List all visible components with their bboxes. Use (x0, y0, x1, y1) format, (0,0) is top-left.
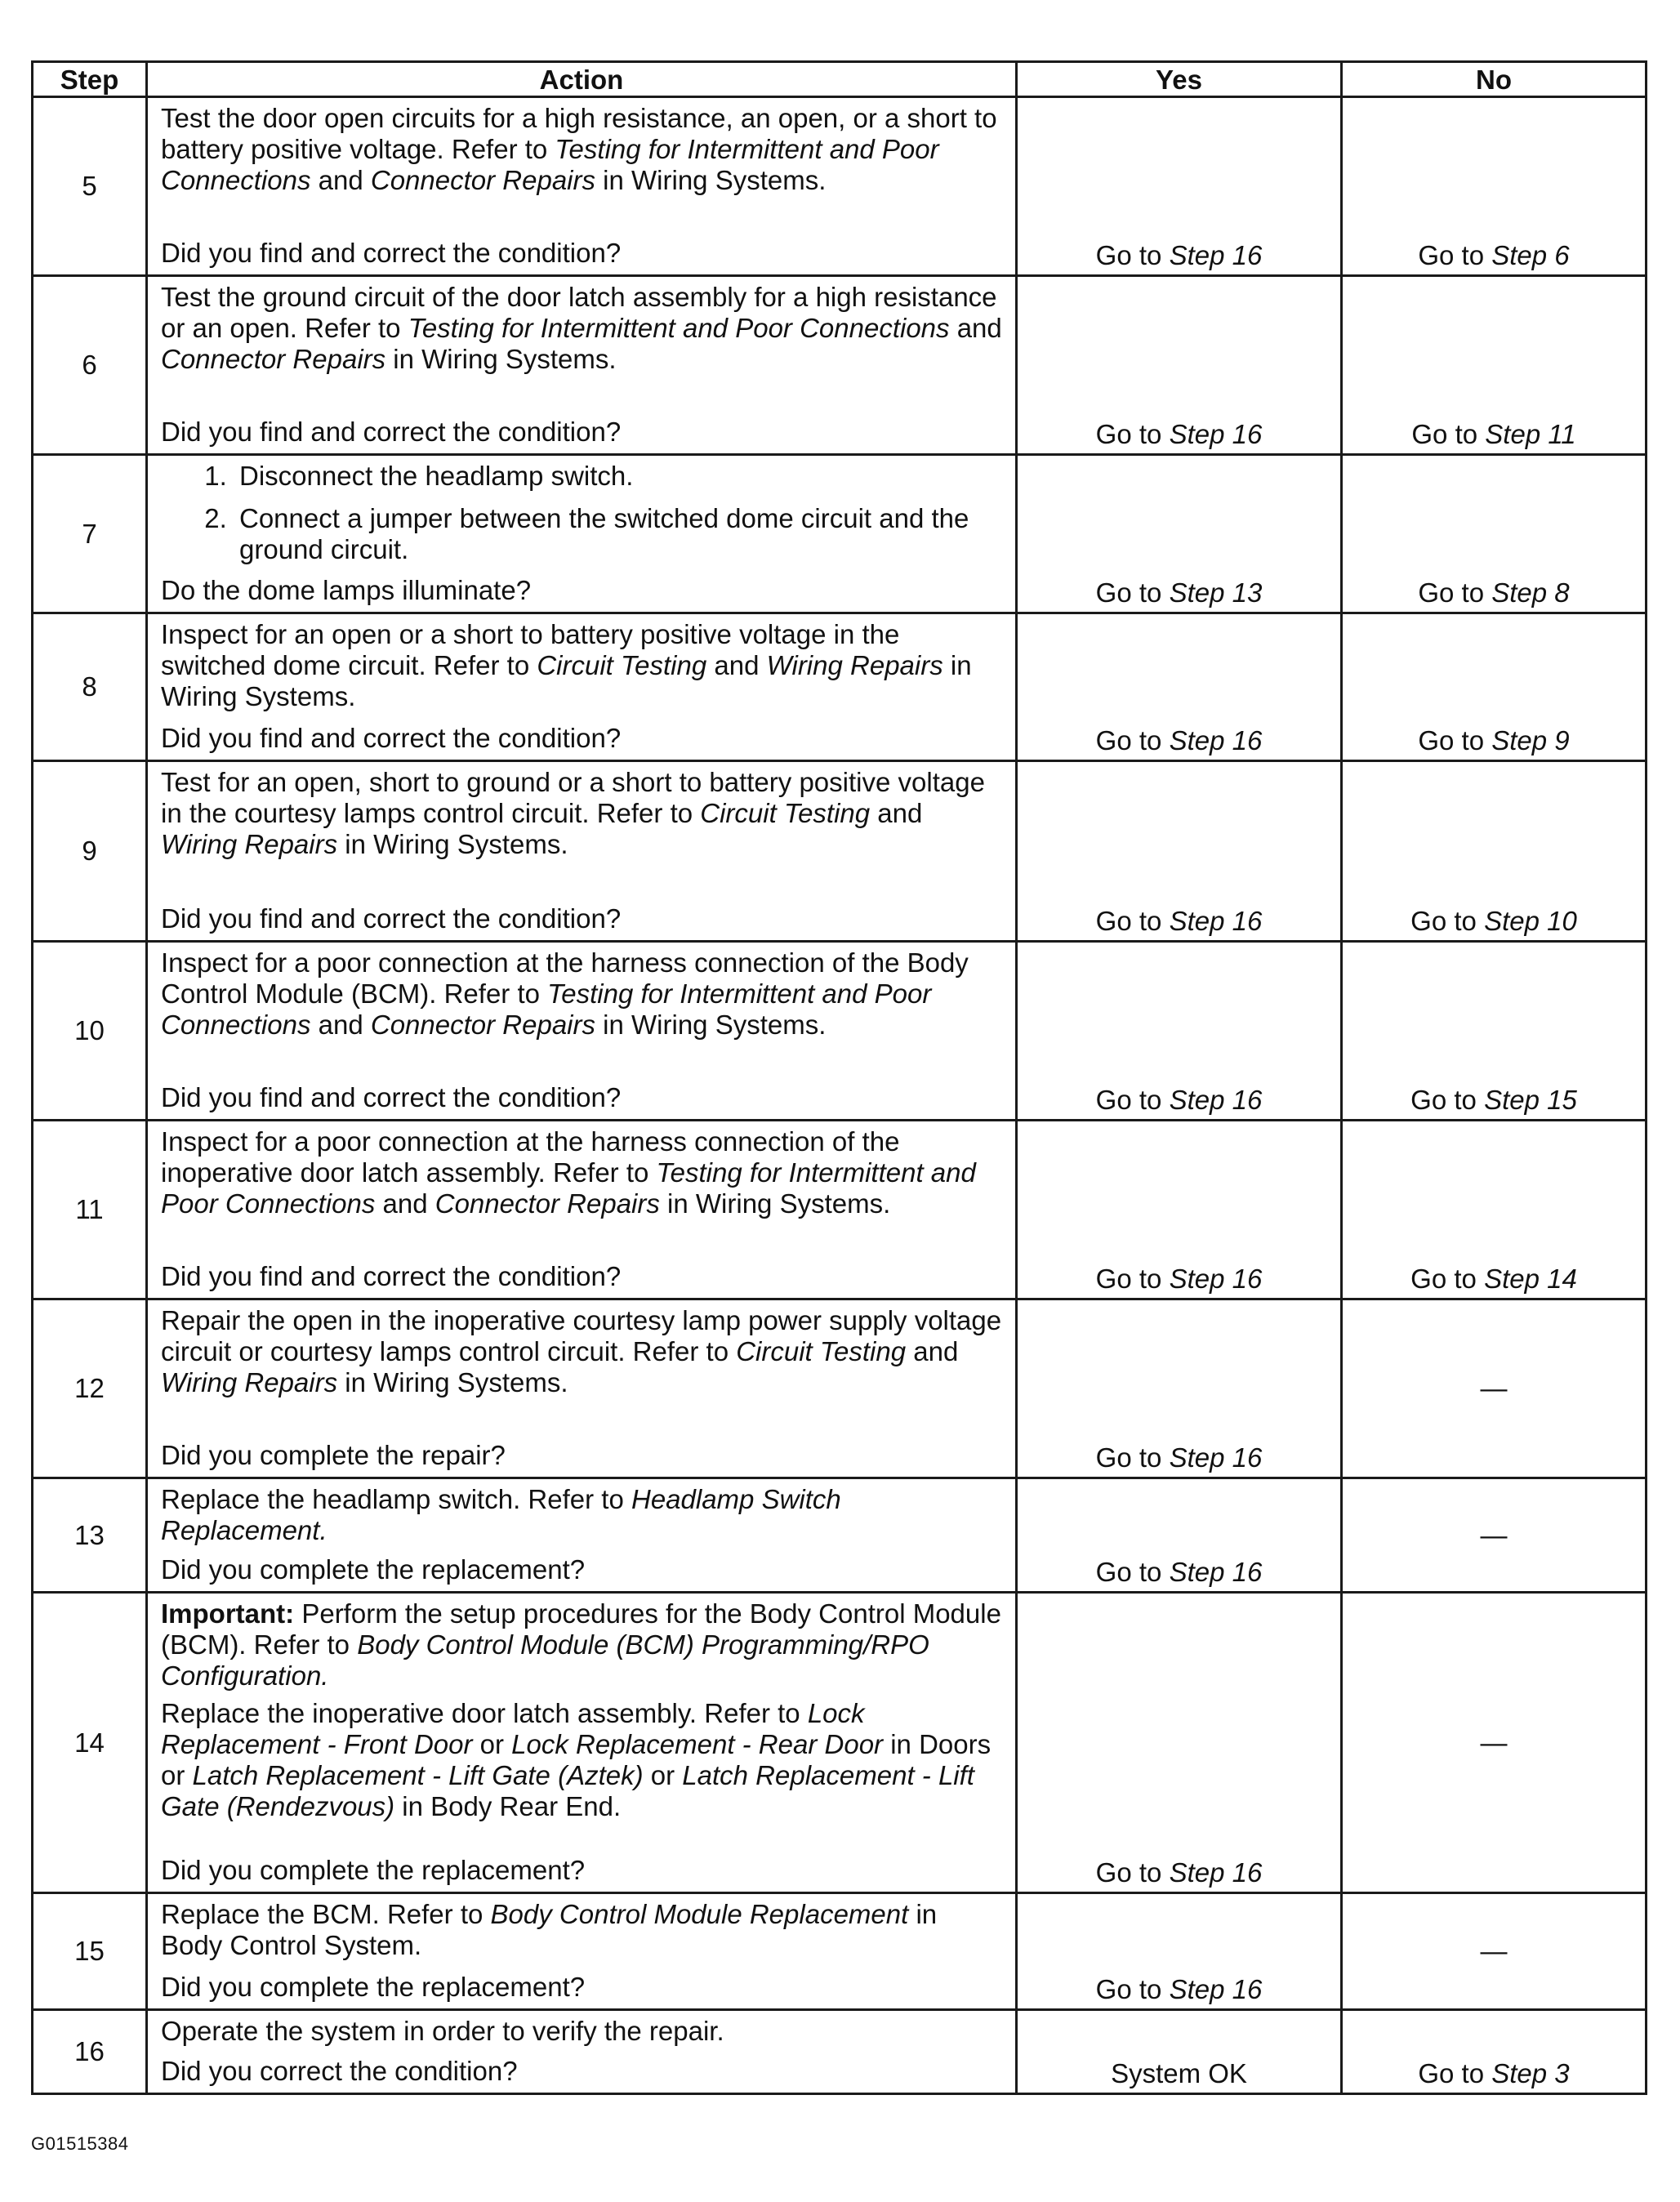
reference-link-text: Step 16 (1169, 419, 1263, 449)
action-question: Did you find and correct the condition? (161, 238, 622, 268)
action-text (161, 2016, 1004, 2047)
text-segment: Test the ground circuit of the door latch assembly for a high resistance or an open. Refer to (161, 282, 997, 343)
no-result (1342, 276, 1647, 455)
action-question: Did you find and correct the condition? (161, 723, 622, 753)
yes-result (1017, 1593, 1342, 1893)
action-content (161, 1305, 1004, 1471)
action-text (161, 103, 1004, 196)
text-segment: Go to (1418, 240, 1492, 270)
text-segment: Inspect for a poor connection at the harness connection of the inoperative door latch assembly. Refer to (161, 1126, 900, 1188)
action-question: Did you complete the repair? (161, 1440, 506, 1470)
reference-link-text: Body Control Module (BCM) Programming/RPO Configuration. (161, 1629, 929, 1691)
reference-link-text: Step 16 (1169, 1085, 1263, 1115)
header-yes: Yes (1017, 62, 1342, 97)
no-result (1342, 97, 1647, 276)
reference-link-text: Wiring Repairs (161, 1367, 338, 1397)
text-segment: Operate the system in order to verify the repair. (161, 2016, 724, 2046)
text-segment: System OK (1111, 2058, 1247, 2088)
important-note (161, 1598, 1004, 1692)
step-number: 14 (33, 1593, 147, 1893)
action-question: Do the dome lamps illuminate? (161, 575, 532, 605)
text-segment: and (310, 1010, 371, 1040)
yes-result (1017, 761, 1342, 942)
text-segment: Go to (1095, 419, 1170, 449)
reference-link-text: Step 16 (1169, 1442, 1263, 1473)
text-segment: in Wiring Systems. (161, 650, 972, 711)
text-segment: Go to (1410, 1264, 1485, 1294)
yes-result (1017, 942, 1342, 1121)
text-segment: or (472, 1729, 512, 1759)
action-text (161, 1899, 1004, 1961)
substep-item: 2. Connect a jumper between the switched dome circuit and the ground circuit. (234, 503, 1004, 565)
text-segment: Inspect for a poor connection at the harness connection of the Body Control Module (BCM). Refer to (161, 947, 969, 1009)
text-segment: Go to (1410, 906, 1485, 936)
reference-link-text: Step 9 (1491, 725, 1570, 756)
no-result (1342, 942, 1647, 1121)
yes-result (1017, 613, 1342, 761)
action-content (161, 1126, 1004, 1292)
action-question: Did you find and correct the condition? (161, 1082, 622, 1112)
reference-link-text: Step 16 (1169, 906, 1263, 936)
text-segment: Go to (1095, 577, 1170, 608)
no-result (1342, 1121, 1647, 1299)
text-segment: in Body Rear End. (394, 1791, 622, 1821)
reference-link-text: Step 3 (1491, 2058, 1570, 2088)
reference-link-text: Step 8 (1491, 577, 1570, 608)
action-cell (147, 1593, 1017, 1893)
text-segment: Go to (1410, 1085, 1485, 1115)
table-row (33, 455, 1647, 613)
text-segment: Go to (1095, 1264, 1170, 1294)
yes-result (1017, 1121, 1342, 1299)
yes-result (1017, 97, 1342, 276)
table-row (33, 1478, 1647, 1593)
table-row (33, 942, 1647, 1121)
action-text (161, 1698, 1004, 1822)
reference-link-text: Connector Repairs (370, 1010, 595, 1040)
text-segment: Repair the open in the inoperative courtesy lamp power supply voltage circuit or courtesy lamps control circuit. Refer to (161, 1305, 1002, 1366)
reference-link-text: Testing for Intermittent and Poor Connections (161, 134, 939, 195)
step-number: 8 (33, 613, 147, 761)
action-content (161, 619, 1004, 754)
action-content (161, 947, 1004, 1113)
not-applicable-dash: — (1480, 1373, 1508, 1403)
text-segment: Go to (1095, 1085, 1170, 1115)
yes-result (1017, 1299, 1342, 1478)
no-result (1342, 761, 1647, 942)
text-segment: Go to (1095, 906, 1170, 936)
header-action: Action (147, 62, 1017, 97)
action-cell (147, 613, 1017, 761)
text-segment: and (949, 313, 1002, 343)
text-segment: in Doors or (161, 1729, 992, 1790)
text-segment: and (870, 798, 923, 828)
no-result (1342, 1893, 1647, 2010)
reference-link-text: Step 11 (1485, 419, 1576, 449)
table-row (33, 276, 1647, 455)
header-step: Step (33, 62, 147, 97)
text-segment: in Wiring Systems. (385, 344, 617, 374)
reference-link-text: Step 16 (1169, 725, 1263, 756)
action-cell (147, 1121, 1017, 1299)
no-result (1342, 1299, 1647, 1478)
action-cell (147, 455, 1017, 613)
step-number: 10 (33, 942, 147, 1121)
diagnostic-table-container (31, 60, 1645, 2095)
action-question: Did you complete the replacement? (161, 1972, 586, 2002)
reference-link-text: Connector Repairs (434, 1188, 660, 1219)
reference-link-text: Headlamp Switch Replacement. (161, 1484, 841, 1545)
text-segment: Go to (1095, 1857, 1170, 1888)
text-segment: Go to (1095, 725, 1170, 756)
no-result (1342, 1478, 1647, 1593)
reference-link-text: Testing for Intermittent and Poor Connections (408, 313, 950, 343)
substep-list (161, 461, 1004, 572)
reference-link-text: Circuit Testing (537, 650, 707, 680)
substep-item: 1. Disconnect the headlamp switch. (234, 461, 1004, 492)
reference-link-text: Latch Replacement - Lift Gate (Rendezvous) (161, 1760, 974, 1821)
reference-link-text: Step 14 (1484, 1264, 1577, 1294)
action-cell (147, 1478, 1017, 1593)
reference-link-text: Step 15 (1484, 1085, 1577, 1115)
reference-link-text: Lock Replacement - Rear Door (511, 1729, 884, 1759)
text-segment: in Wiring Systems. (595, 1010, 827, 1040)
text-segment: and (310, 165, 371, 195)
yes-result (1017, 2010, 1342, 2094)
action-cell (147, 1893, 1017, 2010)
action-content (161, 103, 1004, 269)
no-result (1342, 613, 1647, 761)
reference-link-text: Step 13 (1169, 577, 1263, 608)
text-segment: Perform the setup procedures for the Body Control Module (BCM). Refer to (161, 1598, 1001, 1660)
text-segment: or (643, 1760, 683, 1790)
text-segment: and (706, 650, 767, 680)
reference-link-text: Step 16 (1169, 1974, 1263, 2004)
important-label: Important: (161, 1598, 295, 1629)
text-segment: Go to (1095, 1974, 1170, 2004)
step-number: 7 (33, 455, 147, 613)
text-segment: Go to (1095, 1557, 1170, 1587)
action-cell (147, 97, 1017, 276)
action-cell (147, 2010, 1017, 2094)
reference-link-text: Wiring Repairs (161, 829, 338, 859)
step-number: 5 (33, 97, 147, 276)
step-number: 16 (33, 2010, 147, 2094)
action-question: Did you find and correct the condition? (161, 1261, 622, 1291)
no-result (1342, 2010, 1647, 2094)
no-result (1342, 455, 1647, 613)
text-segment: and (375, 1188, 435, 1219)
reference-link-text: Circuit Testing (700, 798, 871, 828)
reference-link-text: Step 6 (1491, 240, 1570, 270)
action-question: Did you complete the replacement? (161, 1855, 586, 1885)
table-row (33, 97, 1647, 276)
text-segment: in Wiring Systems. (337, 829, 568, 859)
step-number: 9 (33, 761, 147, 942)
text-segment: in Wiring Systems. (337, 1367, 568, 1397)
action-text (161, 1126, 1004, 1219)
text-segment: Test the door open circuits for a high resistance, an open, or a short to battery positive voltage. Refer to (161, 103, 997, 164)
step-number: 11 (33, 1121, 147, 1299)
yes-result (1017, 1478, 1342, 1593)
action-cell (147, 1299, 1017, 1478)
yes-result (1017, 1893, 1342, 2010)
table-row (33, 613, 1647, 761)
figure-id: G01515384 (31, 2133, 129, 2154)
reference-link-text: Lock Replacement - Front Door (161, 1698, 865, 1759)
reference-link-text: Step 16 (1169, 1557, 1263, 1587)
action-question: Did you correct the condition? (161, 2056, 518, 2086)
reference-link-text: Step 16 (1169, 240, 1263, 270)
action-content (161, 461, 1004, 606)
yes-result (1017, 276, 1342, 455)
action-cell (147, 761, 1017, 942)
no-result (1342, 1593, 1647, 1893)
text-segment: Go to (1418, 725, 1492, 756)
reference-link-text: Testing for Intermittent and Poor Connections (161, 978, 932, 1040)
reference-link-text: Wiring Repairs (766, 650, 943, 680)
action-text (161, 1484, 1004, 1546)
step-number: 6 (33, 276, 147, 455)
action-content (161, 282, 1004, 448)
action-cell (147, 276, 1017, 455)
reference-link-text: Circuit Testing (736, 1336, 907, 1366)
text-segment: Replace the headlamp switch. Refer to (161, 1484, 631, 1514)
reference-link-text: Step 16 (1169, 1857, 1263, 1888)
action-cell (147, 942, 1017, 1121)
table-row (33, 1893, 1647, 2010)
table-row (33, 1121, 1647, 1299)
table-row (33, 761, 1647, 942)
reference-link-text: Connector Repairs (370, 165, 595, 195)
not-applicable-dash: — (1480, 1727, 1508, 1758)
action-content (161, 767, 1004, 934)
step-number: 12 (33, 1299, 147, 1478)
action-content (161, 2016, 1004, 2087)
text-segment: Test for an open, short to ground or a short to battery positive voltage in the courtesy lamps control circuit. Refer to (161, 767, 985, 828)
action-text (161, 1305, 1004, 1398)
header-row (33, 62, 1647, 97)
step-number: 15 (33, 1893, 147, 2010)
table-row (33, 1299, 1647, 1478)
text-segment: Replace the inoperative door latch assembly. Refer to (161, 1698, 808, 1728)
yes-result (1017, 455, 1342, 613)
action-question: Did you find and correct the condition? (161, 417, 622, 447)
action-question: Did you complete the replacement? (161, 1554, 586, 1585)
action-text (161, 619, 1004, 712)
text-segment: Go to (1418, 577, 1492, 608)
diagnostic-table (31, 60, 1647, 2095)
text-segment: Go to (1418, 2058, 1492, 2088)
reference-link-text: Testing for Intermittent and Poor Connections (161, 1157, 976, 1219)
text-segment: Replace the BCM. Refer to (161, 1899, 491, 1929)
action-content (161, 1899, 1004, 2003)
table-row (33, 2010, 1647, 2094)
text-segment: in Wiring Systems. (659, 1188, 891, 1219)
table-row (33, 1593, 1647, 1893)
action-text (161, 282, 1004, 375)
action-content (161, 1598, 1004, 1886)
step-number: 13 (33, 1478, 147, 1593)
reference-link-text: Body Control Module Replacement (490, 1899, 909, 1929)
text-segment: Go to (1095, 240, 1170, 270)
text-segment: and (906, 1336, 959, 1366)
not-applicable-dash: — (1480, 1936, 1508, 1966)
action-text (161, 947, 1004, 1041)
text-segment: Go to (1411, 419, 1486, 449)
action-question: Did you find and correct the condition? (161, 903, 622, 934)
reference-link-text: Connector Repairs (161, 344, 386, 374)
table-body (33, 97, 1647, 2094)
reference-link-text: Step 16 (1169, 1264, 1263, 1294)
action-text (161, 767, 1004, 860)
not-applicable-dash: — (1480, 1519, 1508, 1550)
text-segment: in Body Control System. (161, 1899, 938, 1960)
text-segment: Go to (1095, 1442, 1170, 1473)
reference-link-text: Latch Replacement - Lift Gate (Aztek) (192, 1760, 644, 1790)
text-segment: in Wiring Systems. (595, 165, 827, 195)
header-no: No (1342, 62, 1647, 97)
action-content (161, 1484, 1004, 1585)
reference-link-text: Step 10 (1484, 906, 1577, 936)
text-segment: Inspect for an open or a short to battery positive voltage in the switched dome circuit. Refer to (161, 619, 900, 680)
